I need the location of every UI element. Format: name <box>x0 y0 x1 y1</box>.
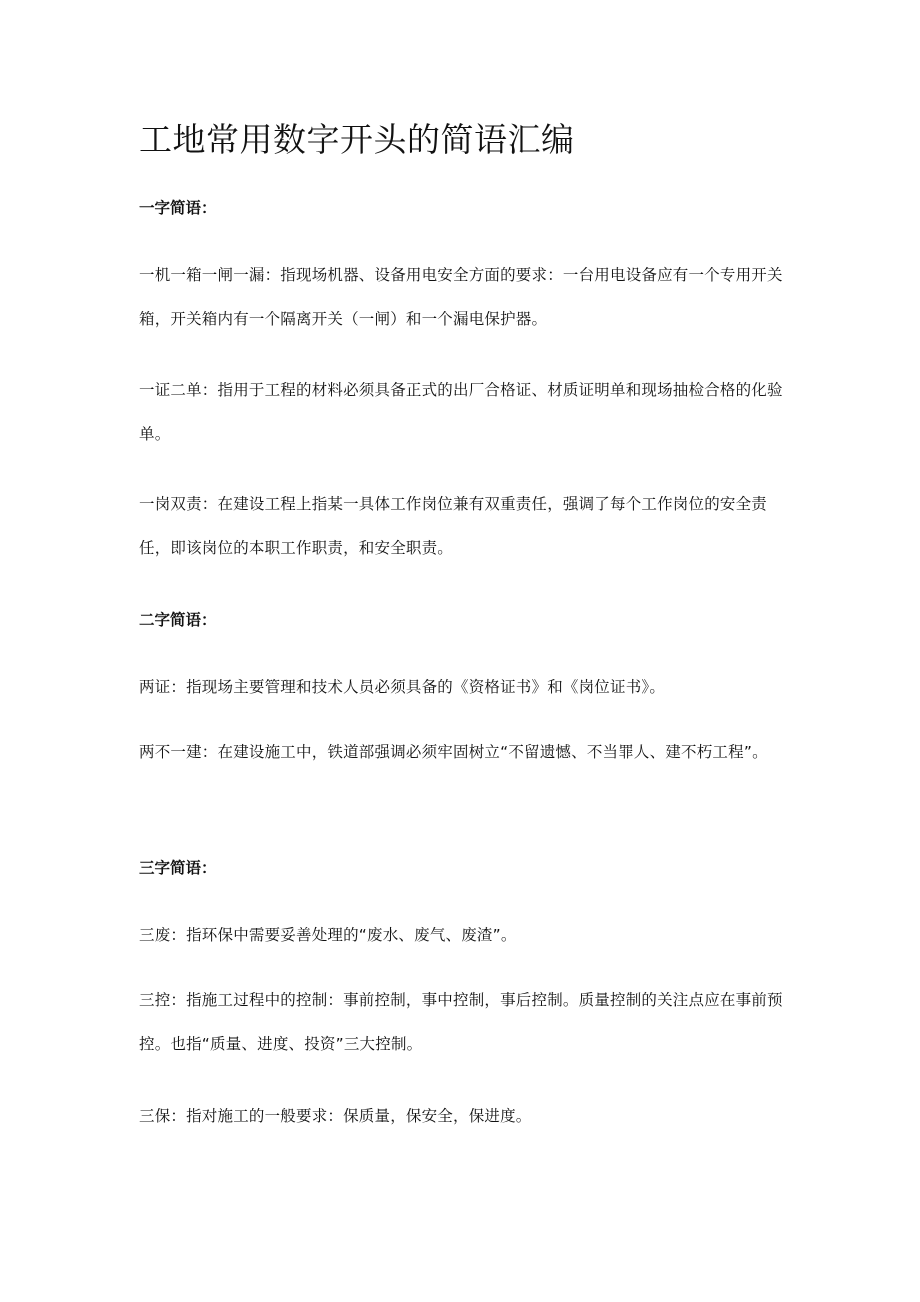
paragraph-three-guarantees: 三保：指对施工的一般要求：保质量，保安全，保进度。 <box>139 1107 532 1125</box>
paragraph-two-certs: 两证：指现场主要管理和技术人员必须具备的《资格证书》和《岗位证书》。 <box>139 678 666 696</box>
document-title: 工地常用数字开头的简语汇编 <box>139 120 575 159</box>
paragraph-one-cert-two-forms: 一证二单：指用于工程的材料必须具备正式的出厂合格证、材质证明单和现场抽检合格的化验单。 <box>139 381 783 443</box>
paragraph-three-wastes: 三废：指环保中需要妥善处理的“废水、废气、废渣”。 <box>139 926 517 944</box>
paragraph-two-nots-one-build: 两不一建：在建设施工中，铁道部强调必须牢固树立“不留遗憾、不当罪人、建不朽工程”。 <box>139 743 768 761</box>
section-heading-three-char: 三字简语： <box>139 859 217 877</box>
paragraph-one-post-two-duties: 一岗双责：在建设工程上指某一具体工作岗位兼有双重责任，强调了每个工作岗位的安全责任，即该岗位的本职工作职责，和安全职责。 <box>139 495 768 557</box>
section-heading-two-char: 二字简语： <box>139 611 217 629</box>
paragraph-one-machine-one-box: 一机一箱一闸一漏：指现场机器、设备用电安全方面的要求：一台用电设备应有一个专用开关箱，开关箱内有一个隔离开关（一闸）和一个漏电保护器。 <box>139 266 783 328</box>
section-heading-one-char: 一字简语： <box>139 199 217 217</box>
paragraph-three-controls: 三控：指施工过程中的控制：事前控制，事中控制，事后控制。质量控制的关注点应在事前预控。也指“质量、进度、投资”三大控制。 <box>139 991 783 1053</box>
